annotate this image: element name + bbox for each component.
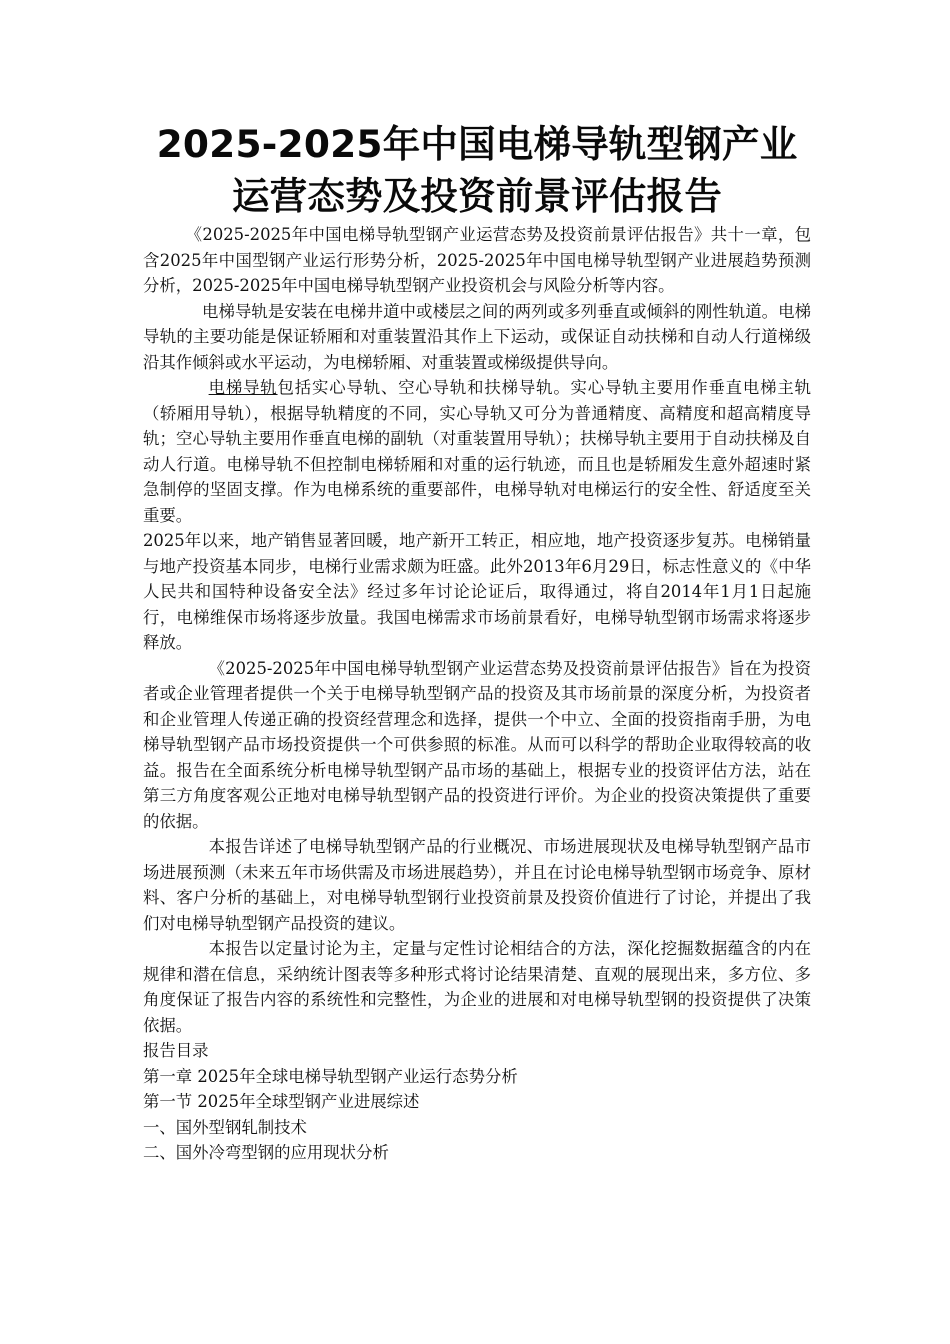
- toc-chapter: 第一章 2025年全球电梯导轨型钢产业运行态势分析: [143, 1066, 518, 1086]
- toc-heading: 报告目录: [143, 1041, 209, 1060]
- method-paragraph: 本报告以定量讨论为主，定量与定性讨论相结合的方法，深化挖掘数据蕴含的内在规律和潜在信息，采纳统计图表等多种形式将讨论结果清楚、直观的展现出来，多方位、多角度保证了报告内容的系统性和完整性，为企业的进展和对电梯导轨型钢的投资提供了决策依据。: [143, 939, 811, 1035]
- document-title: 2025-2025年中国电梯导轨型钢产业运营态势及投资前景评估报告: [156, 122, 798, 218]
- content-paragraph: 本报告详述了电梯导轨型钢产品的行业概况、市场进展现状及电梯导轨型钢产品市场进展预测（未来五年市场供需及市场进展趋势），并且在讨论电梯导轨型钢市场竞争、原材料、客户分析的基础上，对电梯导轨型钢行业投资前景及投资价值进行了讨论，并提出了我们对电梯导轨型钢产品投资的建议。: [143, 837, 811, 933]
- purpose-paragraph: 《2025-2025年中国电梯导轨型钢产业运营态势及投资前景评估报告》旨在为投资者或企业管理者提供一个关于电梯导轨型钢产品的投资及其市场前景的深度分析，为投资者和企业管理人传递正确的投资经营理念和选择，提供一个中立、全面的投资指南手册，为电梯导轨型钢产品市场投资提供一个可供参照的标准。从而可以科学的帮助企业取得较高的收益。报告在全面系统分析电梯导轨型钢产品市场的基础上，根据专业的投资评估方法，站在第三方角度客观公正地对电梯导轨型钢产品的投资进行评价。为企业的投资决策提供了重要的依据。: [143, 658, 811, 831]
- definition-paragraph: 电梯导轨是安装在电梯井道中或楼层之间的两列或多列垂直或倾斜的刚性轨道。电梯导轨的主要功能是保证轿厢和对重装置沿其作上下运动，或保证自动扶梯和自动人行道梯级沿其作倾斜或水平运动，为电梯轿厢、对重装置或梯级提供导向。: [143, 301, 811, 372]
- toc-section: 第一节 2025年全球型钢产业进展综述: [143, 1092, 420, 1111]
- elevator-rail-link[interactable]: 电梯导轨: [208, 378, 278, 397]
- market-paragraph: 2025年以来，地产销售显著回暖，地产新开工转正，相应地，地产投资逐步复苏。电梯销量与地产投资基本同步，电梯行业需求颇为旺盛。此外2013年6月29日，标志性意义的《中华人民共和国特种设备安全法》经过多年讨论论证后，取得通过，将自2014年1月1日起施行，电梯维保市场将逐步放量。我国电梯需求市场前景看好，电梯导轨型钢市场需求将逐步释放。: [143, 531, 811, 652]
- toc-item: 一、国外型钢轧制技术: [143, 1117, 307, 1137]
- document-page: [143, 118, 811, 1166]
- types-paragraph: [143, 375, 811, 528]
- types-paragraph-text: 包括实心导轨、空心导轨和扶梯导轨。实心导轨主要用作垂直电梯主轨（轿厢用导轨），根据导轨精度的不同，实心导轨又可分为普通精度、高精度和超高精度导轨；空心导轨主要用作垂直电梯的副轨（对重装置用导轨）；扶梯导轨主要用于自动扶梯及自动人行道。电梯导轨不但控制电梯轿厢和对重的运行轨迹，而且也是轿厢发生意外超速时紧急制停的坚固支撑。作为电梯系统的重要部件，电梯导轨对电梯运行的安全性、舒适度至关重要。: [143, 378, 812, 525]
- intro-paragraph: 《2025-2025年中国电梯导轨型钢产业运营态势及投资前景评估报告》共十一章，包含2025年中国型钢产业运行形势分析，2025-2025年中国电梯导轨型钢产业进展趋势预测分析，2025-2025年中国电梯导轨型钢产业投资机会与风险分析等内容。: [143, 225, 811, 295]
- toc-item: 二、国外冷弯型钢的应用现状分析: [143, 1143, 389, 1162]
